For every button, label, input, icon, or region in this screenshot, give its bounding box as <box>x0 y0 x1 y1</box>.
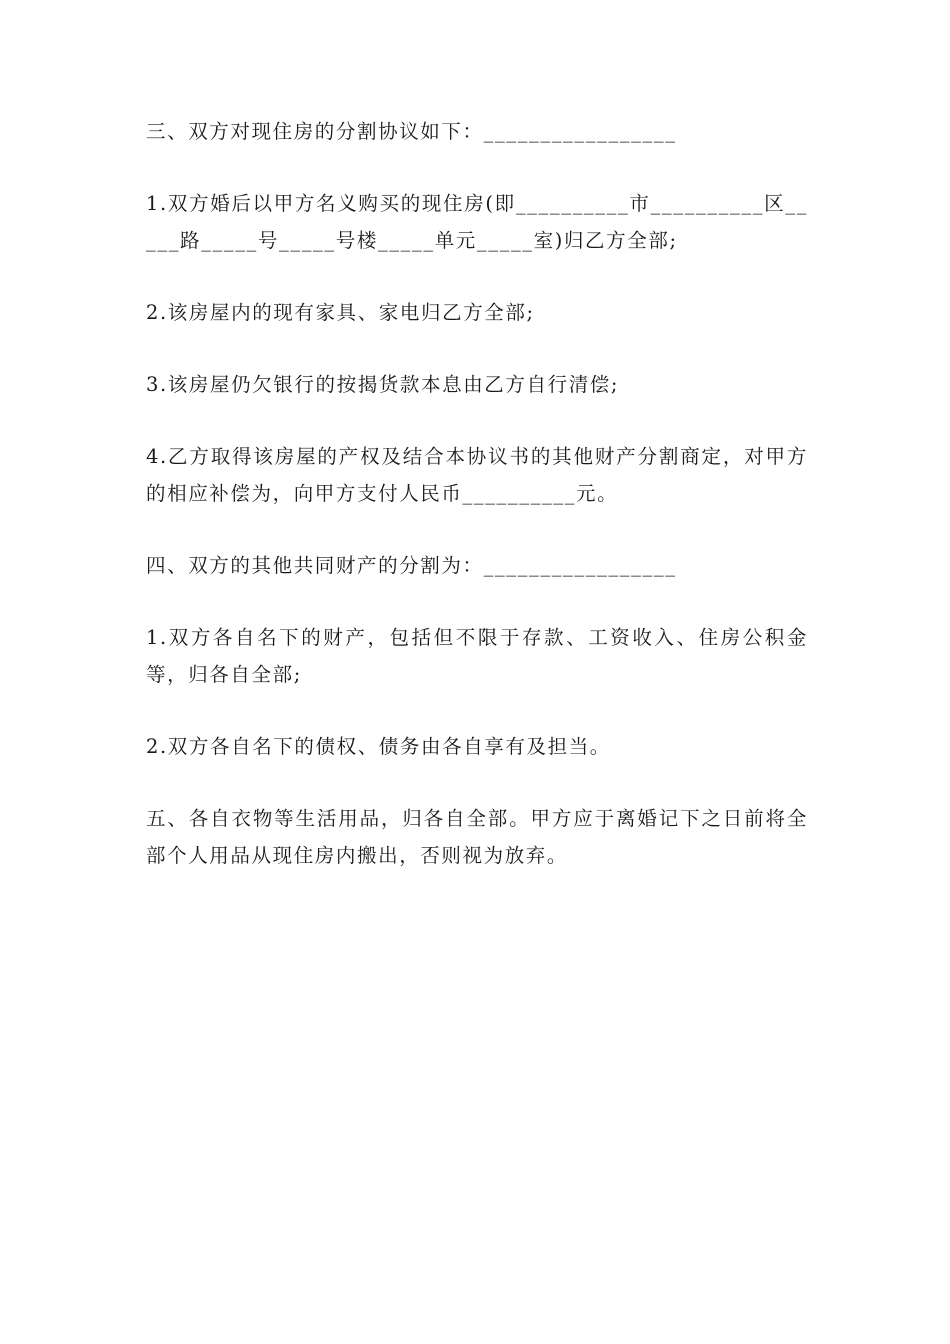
document-body <box>146 113 808 909</box>
clause-3-3: 3.该房屋仍欠银行的按揭货款本息由乙方自行清偿; <box>146 373 620 396</box>
clause-4-1: 1.双方各自名下的财产，包括但不限于存款、工资收入、住房公积金等，归各自全部; <box>146 626 808 686</box>
section-four-heading: 四、双方的其他共同财产的分割为：_________________ <box>146 554 677 577</box>
clause-3-1: 1.双方婚后以甲方名义购买的现住房(即__________市__________区_____路_____号_____号楼_____单元_____室)归乙方全部; <box>146 192 808 252</box>
section-five-paragraph: 五、各自衣物等生活用品，归各自全部。甲方应于离婚记下之日前将全部个人用品从现住房内搬出，否则视为放弃。 <box>146 807 808 867</box>
clause-4-2: 2.双方各自名下的债权、债务由各自享有及担当。 <box>146 735 611 758</box>
clause-3-4: 4.乙方取得该房屋的产权及结合本协议书的其他财产分割商定，对甲方的相应补偿为，向甲方支付人民币__________元。 <box>146 445 808 505</box>
clause-3-2: 2.该房屋内的现有家具、家电归乙方全部; <box>146 301 535 324</box>
section-three-heading: 三、双方对现住房的分割协议如下：_________________ <box>146 120 677 143</box>
